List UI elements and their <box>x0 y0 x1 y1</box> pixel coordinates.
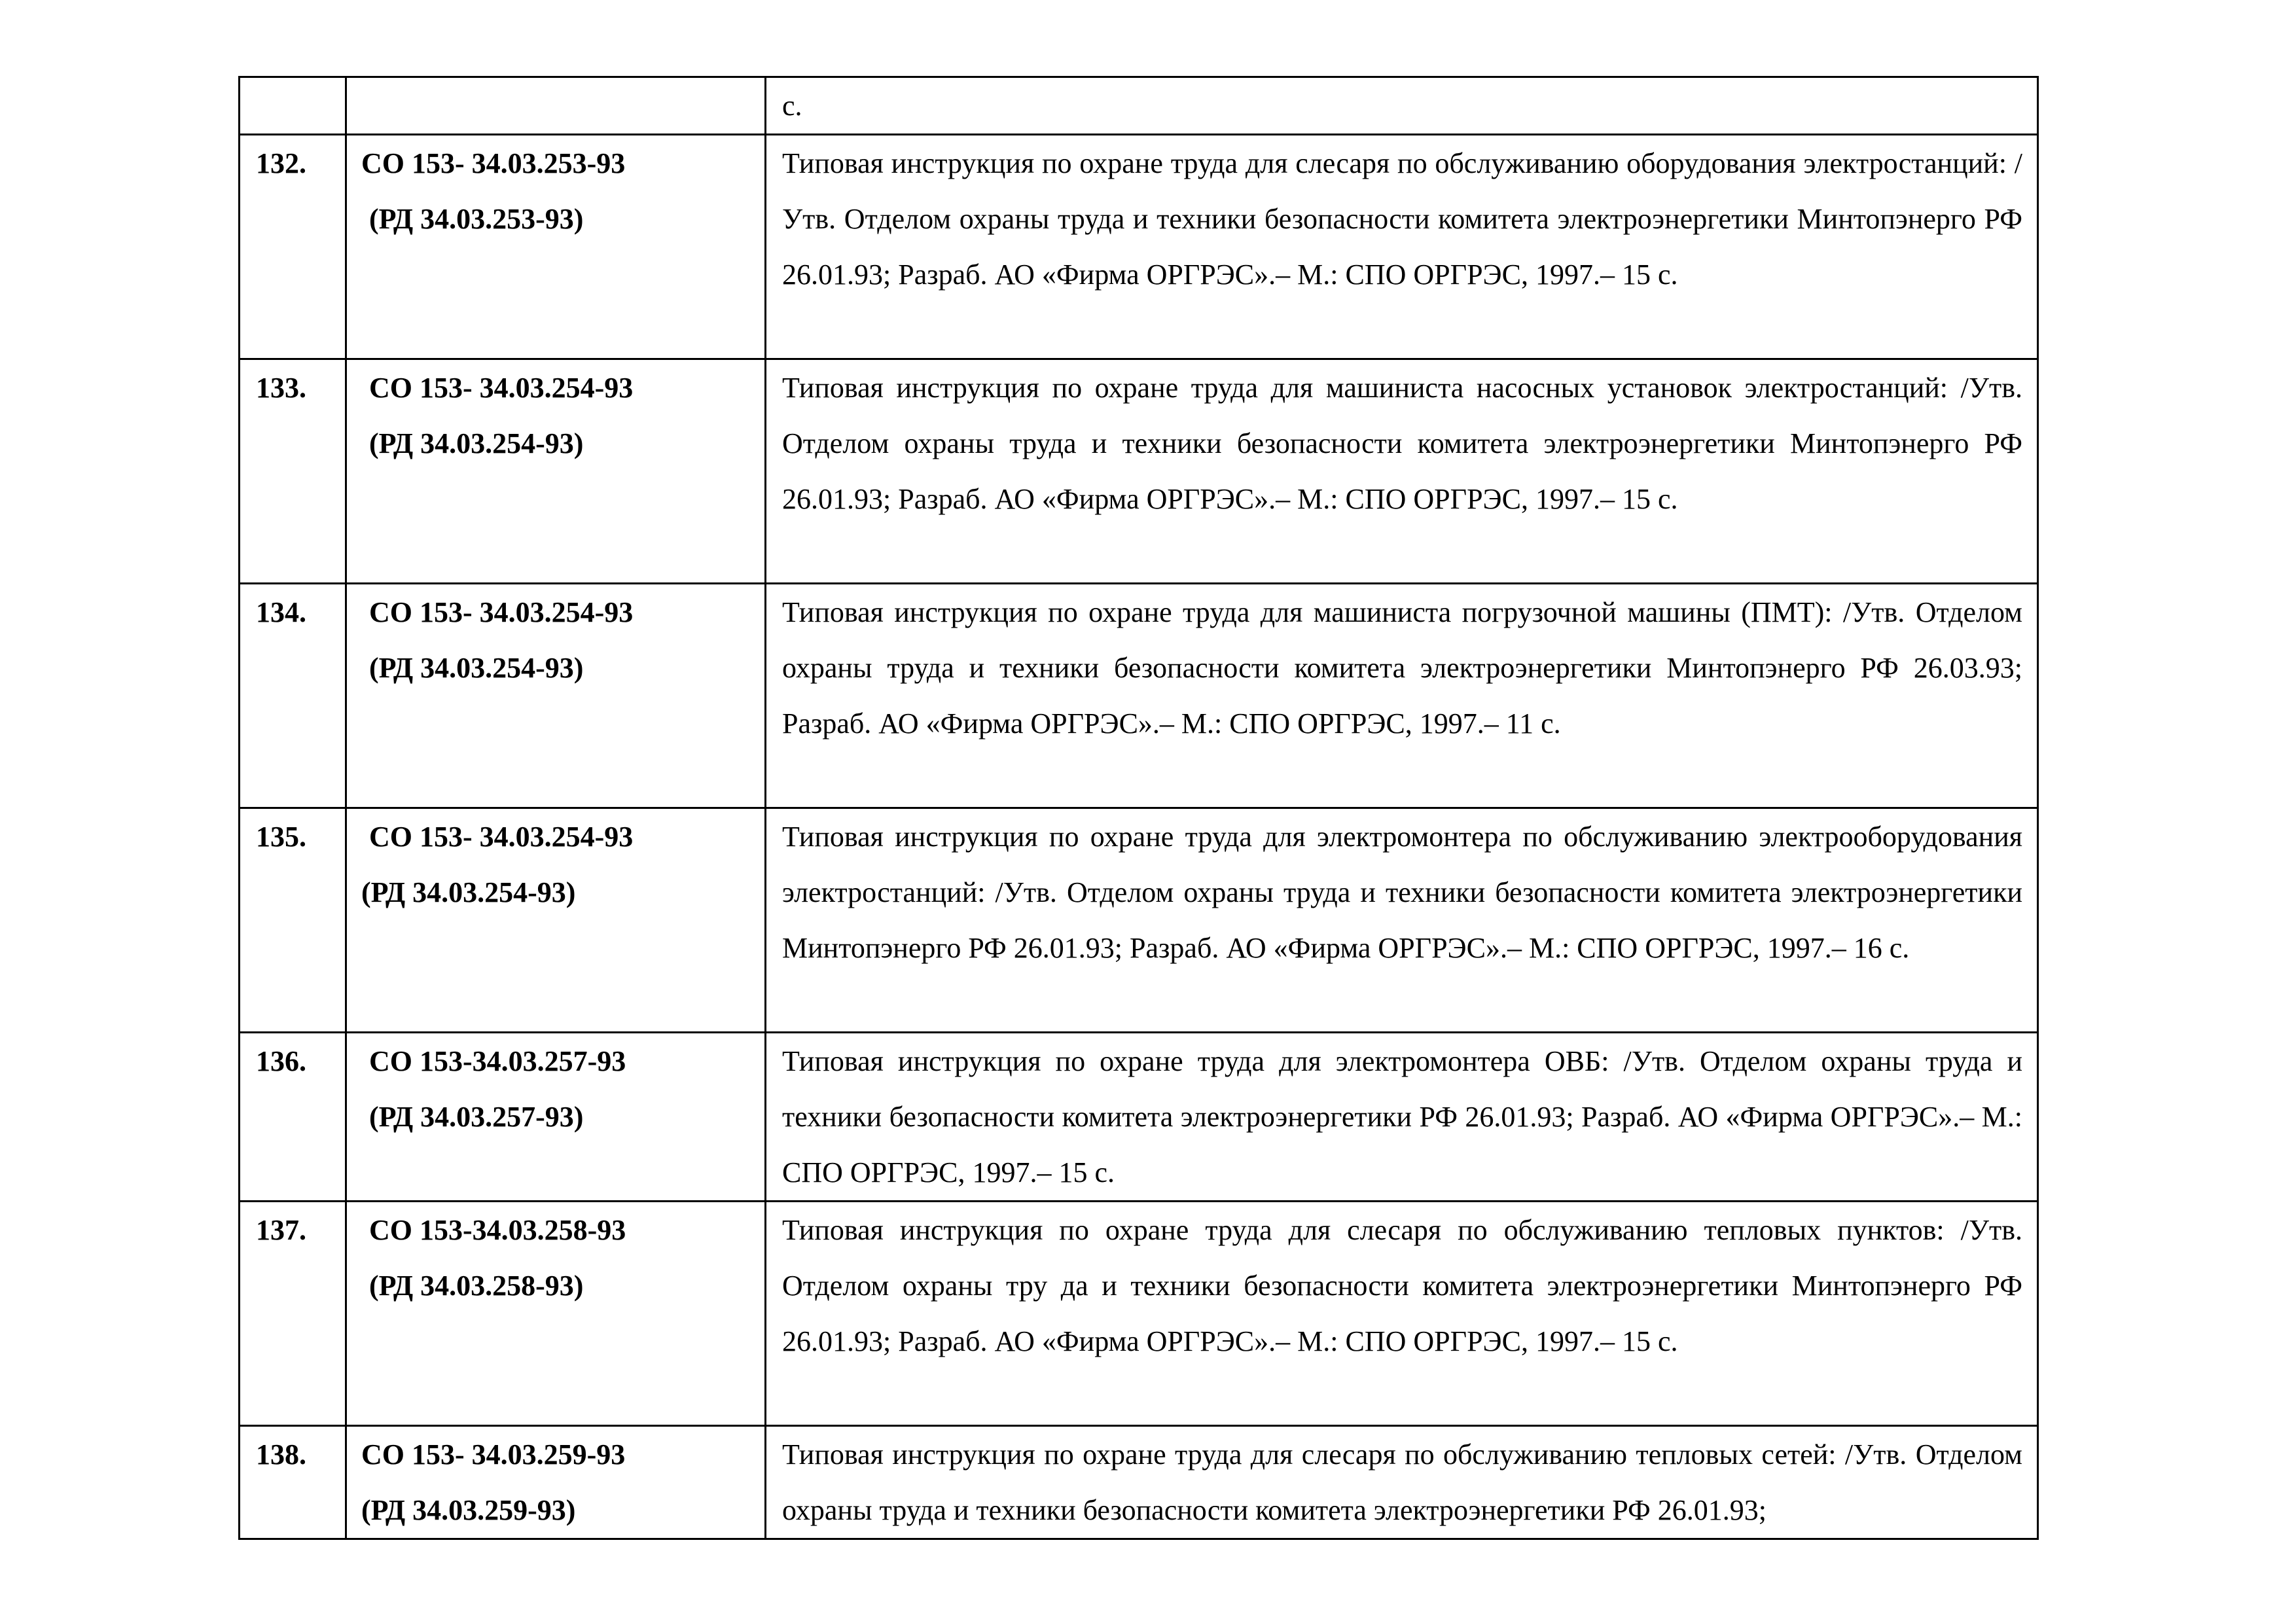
document-code-cell <box>346 77 766 135</box>
document-code-cell <box>346 359 766 584</box>
document-title-cell: Типовая инструкция по охране труда для электромонтера ОВБ: /Утв. Отделом охраны труда и техники безопасности комитета электроэнергетики РФ 26.01.93; Разраб. АО «Фирма ОРГРЭС».– М.: СПО ОРГРЭС, 1997.– 15 с. <box>766 1033 2038 1202</box>
table-row <box>240 808 2038 1033</box>
document-code-alt: (РД 34.03.258-93) <box>369 1270 584 1302</box>
row-number-cell: 137. <box>240 1202 346 1426</box>
row-number-cell: 135. <box>240 808 346 1033</box>
document-code: СО 153- 34.03.254-93 <box>369 372 634 404</box>
row-number-cell <box>240 77 346 135</box>
document-code-cell <box>346 1033 766 1202</box>
document-code-cell <box>346 584 766 808</box>
document-title-cell: Типовая инструкция по охране труда для электромонтера по обслуживанию электрооборудования электростанций: /Утв. Отделом охраны труда и техники безопасности комитета электроэнергетики Минтопэнерго РФ 26.01.93; Разраб. АО «Фирма ОРГРЭС».– М.: СПО ОРГРЭС, 1997.– 16 с. <box>766 808 2038 1033</box>
table-row <box>240 1202 2038 1426</box>
document-code: СО 153-34.03.257-93 <box>369 1045 626 1077</box>
document-title-cell: Типовая инструкция по охране труда для машиниста насосных установок электростанций: /Утв. Отделом охраны труда и техники безопасности комитета электроэнергетики Минтопэнерго РФ 26.01.93; Разраб. АО «Фирма ОРГРЭС».– М.: СПО ОРГРЭС, 1997.– 15 с. <box>766 359 2038 584</box>
document-code-cell <box>346 808 766 1033</box>
document-code-alt: (РД 34.03.254-93) <box>369 652 584 684</box>
document-code-cell <box>346 1426 766 1539</box>
document-code: СО 153- 34.03.259-93 <box>361 1438 626 1471</box>
table-row <box>240 359 2038 584</box>
document-code: СО 153-34.03.258-93 <box>369 1214 626 1246</box>
table-row <box>240 1033 2038 1202</box>
document-title-cell: Типовая инструкция по охране труда для слесаря по обслуживанию оборудования электростанций: /Утв. Отделом охраны труда и техники безопасности комитета электроэнергетики Минтопэнерго РФ 26.01.93; Разраб. АО «Фирма ОРГРЭС».– М.: СПО ОРГРЭС, 1997.– 15 с. <box>766 135 2038 359</box>
table-row <box>240 135 2038 359</box>
standards-table <box>238 76 2039 1540</box>
document-title-cell: Типовая инструкция по охране труда для машиниста погрузочной машины (ПМТ): /Утв. Отделом охраны труда и техники безопасности комитета электроэнергетики Минтопэнерго РФ 26.03.93; Разраб. АО «Фирма ОРГРЭС».– М.: СПО ОРГРЭС, 1997.– 11 с. <box>766 584 2038 808</box>
table-row <box>240 584 2038 808</box>
document-code-alt: (РД 34.03.254-93) <box>369 427 584 459</box>
document-code: СО 153- 34.03.254-93 <box>369 821 634 853</box>
document-code: СО 153- 34.03.254-93 <box>369 596 634 628</box>
row-number-cell: 134. <box>240 584 346 808</box>
row-number-cell: 133. <box>240 359 346 584</box>
row-number-cell: 132. <box>240 135 346 359</box>
document-code-alt: (РД 34.03.257-93) <box>369 1101 584 1133</box>
document-title-cell: Типовая инструкция по охране труда для слесаря по обслуживанию тепловых пунктов: /Утв. Отделом охраны тру да и техники безопасности комитета электроэнергетики Минтопэнерго РФ 26.01.93; Разраб. АО «Фирма ОРГРЭС».– М.: СПО ОРГРЭС, 1997.– 15 с. <box>766 1202 2038 1426</box>
document-code: СО 153- 34.03.253-93 <box>361 147 626 179</box>
document-code-alt: (РД 34.03.259-93) <box>361 1494 576 1526</box>
document-code-cell <box>346 135 766 359</box>
document-code-cell <box>346 1202 766 1426</box>
document-title-cell: Типовая инструкция по охране труда для слесаря по обслуживанию тепловых сетей: /Утв. Отделом охраны труда и техники безопасности комитета электроэнергетики РФ 26.01.93; <box>766 1426 2038 1539</box>
table-row <box>240 1426 2038 1539</box>
row-number-cell: 138. <box>240 1426 346 1539</box>
document-code-alt: (РД 34.03.254-93) <box>361 876 576 908</box>
row-number-cell: 136. <box>240 1033 346 1202</box>
document-title-cell: с. <box>766 77 2038 135</box>
document-code-alt: (РД 34.03.253-93) <box>369 203 584 235</box>
table-row-continuation <box>240 77 2038 135</box>
